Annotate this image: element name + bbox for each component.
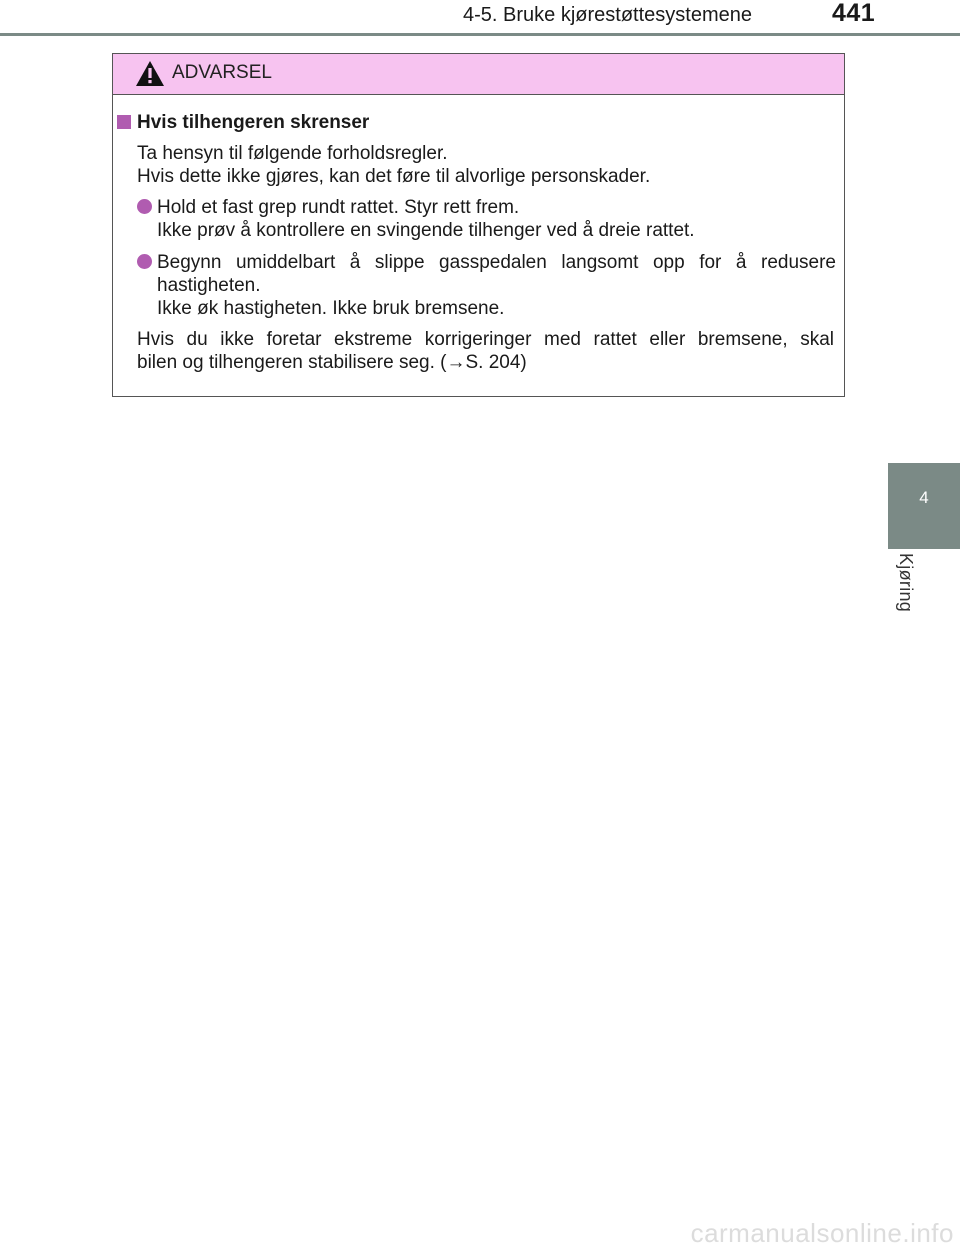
warning-body <box>113 96 844 396</box>
section-title-text: Hvis tilhengeren skrenser <box>137 112 370 133</box>
intro-line: Ta hensyn til følgende forholdsregler. <box>137 143 448 164</box>
warning-header <box>113 54 844 95</box>
chapter-label: Kjøring <box>896 553 916 613</box>
header-rule <box>0 33 960 36</box>
intro-paragraph <box>137 142 834 188</box>
closing-line: Hvis du ikke foretar ekstreme korrigeringer med rattet eller bremsene, skal <box>137 329 834 350</box>
page-number: 441 <box>832 0 876 27</box>
circle-bullet-icon <box>137 254 152 269</box>
bullet-line: Hold et fast grep rundt rattet. Styr rett frem. <box>157 197 520 218</box>
bullet-item <box>137 251 836 320</box>
bullet-line: Ikke prøv å kontrollere en svingende tilhenger ved å dreie rattet. <box>157 220 695 241</box>
intro-line: Hvis dette ikke gjøres, kan det føre til alvorlige personskader. <box>137 166 651 187</box>
bullet-line: hastigheten. <box>157 275 261 296</box>
warning-section-title <box>117 111 369 134</box>
closing-line: bilen og tilhengeren stabilisere seg. (→S. 204) <box>137 352 527 373</box>
closing-paragraph <box>137 328 834 374</box>
chapter-tab <box>888 463 960 549</box>
warning-triangle-icon <box>135 60 165 87</box>
bullet-line: Begynn umiddelbart å slippe gasspedalen langsomt opp for å redusere <box>157 252 836 273</box>
square-bullet-icon <box>117 115 131 129</box>
warning-box <box>112 53 845 397</box>
bullet-item <box>137 196 836 242</box>
warning-label: ADVARSEL <box>172 62 272 83</box>
chapter-number: 4 <box>919 488 929 507</box>
header-section-title: 4-5. Bruke kjørestøttesystemene <box>463 4 752 26</box>
circle-bullet-icon <box>137 199 152 214</box>
watermark: carmanualsonline.info <box>690 1218 954 1248</box>
bullet-line: Ikke øk hastigheten. Ikke bruk bremsene. <box>157 298 505 319</box>
